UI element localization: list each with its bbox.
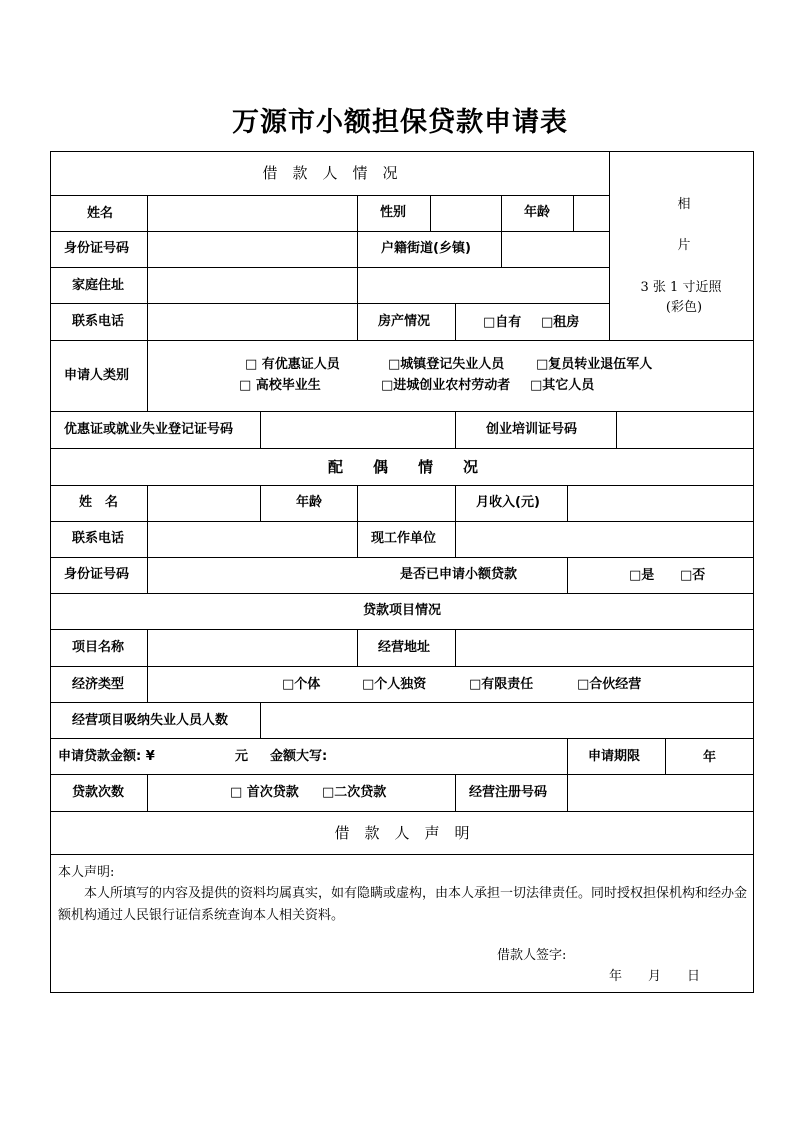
economic-type-option[interactable]: □有限责任 [469, 677, 534, 692]
gender-label: 性别 [380, 205, 407, 220]
col-divider [260, 485, 261, 521]
col-divider [455, 774, 456, 811]
form-title: 万源市小额担保贷款申请表 [232, 107, 568, 138]
col-divider [501, 195, 502, 231]
col-divider [567, 774, 568, 811]
economic-type-option[interactable]: □个体 [282, 677, 321, 692]
col-divider [147, 195, 148, 340]
category-label: 申请人类别 [64, 368, 130, 383]
row-divider [51, 195, 609, 196]
row-divider [51, 485, 754, 486]
declaration-header: 借 款 人 声 明 [334, 824, 470, 842]
borrower-phone-label: 联系电话 [72, 314, 125, 329]
row-divider [51, 267, 609, 268]
income-label: 月收入(元) [476, 495, 540, 510]
col-divider [455, 485, 456, 557]
spouse-id-label: 身份证号码 [64, 567, 130, 582]
second-loan-option[interactable]: □二次贷款 [322, 785, 387, 800]
col-divider [147, 774, 148, 811]
jobs-absorbed-label: 经营项目吸纳失业人员人数 [72, 713, 229, 728]
row-divider [51, 448, 754, 449]
borrower-name-label: 姓名 [87, 206, 114, 221]
economic-type-option[interactable]: □合伙经营 [577, 677, 642, 692]
col-divider [501, 231, 502, 267]
row-divider [51, 854, 754, 855]
col-divider [430, 195, 431, 231]
employer-label: 现工作单位 [371, 531, 437, 546]
row-divider [51, 666, 754, 667]
hukou-label: 户籍街道(乡镇) [381, 241, 471, 256]
economic-type-label: 经济类型 [72, 677, 125, 692]
declaration-intro: 本人声明: [58, 865, 115, 880]
col-divider [609, 151, 610, 340]
loan-term-label: 申请期限 [588, 749, 641, 764]
declaration-body: 本人所填写的内容及提供的资料均属真实，如有隐瞒或虚构，由本人承担一切法律责任。同时授权担保机构和经办金额机构通过人民银行证信系统查询本人相关资料。 [58, 886, 748, 923]
col-divider [357, 195, 358, 340]
borrower-id-label: 身份证号码 [64, 241, 130, 256]
spouse-phone-label: 联系电话 [72, 531, 125, 546]
photo-requirement: 3 张 1 寸近照 [640, 280, 722, 295]
col-divider [260, 411, 261, 448]
row-divider [51, 702, 754, 703]
category-option[interactable]: □其它人员 [530, 378, 595, 393]
loan-amount-label: 申请贷款金额: ¥ [58, 749, 155, 764]
applied-no-option[interactable]: □否 [680, 568, 706, 583]
term-unit: 年 [703, 750, 717, 765]
col-divider [573, 195, 574, 231]
col-divider [357, 485, 358, 557]
registration-number-label: 经营注册号码 [469, 785, 548, 800]
address-label: 家庭住址 [72, 278, 125, 293]
applied-loan-label: 是否已申请小额贷款 [400, 567, 518, 582]
project-section-header: 贷款项目情况 [362, 603, 442, 618]
category-option[interactable]: □ 高校毕业生 [239, 378, 321, 393]
economic-type-option[interactable]: □个人独资 [362, 677, 427, 692]
row-divider [51, 303, 609, 304]
row-divider [51, 231, 609, 232]
category-option[interactable]: □ 有优惠证人员 [245, 357, 340, 372]
photo-label-2: 片 [677, 238, 691, 253]
age-label: 年龄 [524, 205, 551, 220]
spouse-age-label: 年龄 [296, 495, 323, 510]
loan-count-label: 贷款次数 [72, 785, 125, 800]
col-divider [147, 340, 148, 411]
col-divider [567, 557, 568, 593]
housing-rent-option[interactable]: □租房 [541, 315, 580, 330]
col-divider [616, 411, 617, 448]
row-divider [51, 738, 754, 739]
cert-number-label: 优惠证或就业失业登记证号码 [64, 422, 234, 437]
photo-color-note: (彩色) [665, 300, 703, 315]
row-divider [51, 340, 754, 341]
housing-label: 房产情况 [378, 314, 431, 329]
signature-label: 借款人签字: [497, 948, 567, 963]
photo-label-1: 相 [677, 197, 691, 212]
row-divider [51, 593, 754, 594]
col-divider [665, 738, 666, 774]
project-name-label: 项目名称 [72, 640, 125, 655]
spouse-name-label: 姓 名 [79, 495, 119, 510]
housing-own-option[interactable]: □自有 [483, 315, 522, 330]
category-option[interactable]: □城镇登记失业人员 [388, 357, 505, 372]
yuan-unit: 元 [235, 749, 249, 764]
amount-words-label: 金额大写: [270, 749, 328, 764]
row-divider [51, 811, 754, 812]
signature-date: 年 月 日 [609, 969, 701, 984]
row-divider [51, 411, 754, 412]
col-divider [260, 702, 261, 738]
col-divider [567, 485, 568, 521]
first-loan-option[interactable]: □ 首次贷款 [230, 785, 299, 800]
row-divider [51, 629, 754, 630]
col-divider [455, 411, 456, 448]
applied-yes-option[interactable]: □是 [629, 568, 655, 583]
borrower-section-header: 借 款 人 情 况 [262, 164, 398, 182]
row-divider [51, 521, 754, 522]
col-divider [357, 629, 358, 666]
row-divider [51, 557, 754, 558]
col-divider [567, 738, 568, 774]
business-address-label: 经营地址 [378, 640, 431, 655]
col-divider [147, 629, 148, 702]
row-divider [51, 774, 754, 775]
spouse-section-header: 配 偶 情 况 [327, 458, 479, 476]
category-option[interactable]: □进城创业农村劳动者 [381, 378, 511, 393]
category-option[interactable]: □复员转业退伍军人 [536, 357, 653, 372]
col-divider [455, 629, 456, 666]
training-cert-label: 创业培训证号码 [486, 422, 578, 437]
col-divider [147, 485, 148, 593]
col-divider [455, 303, 456, 340]
